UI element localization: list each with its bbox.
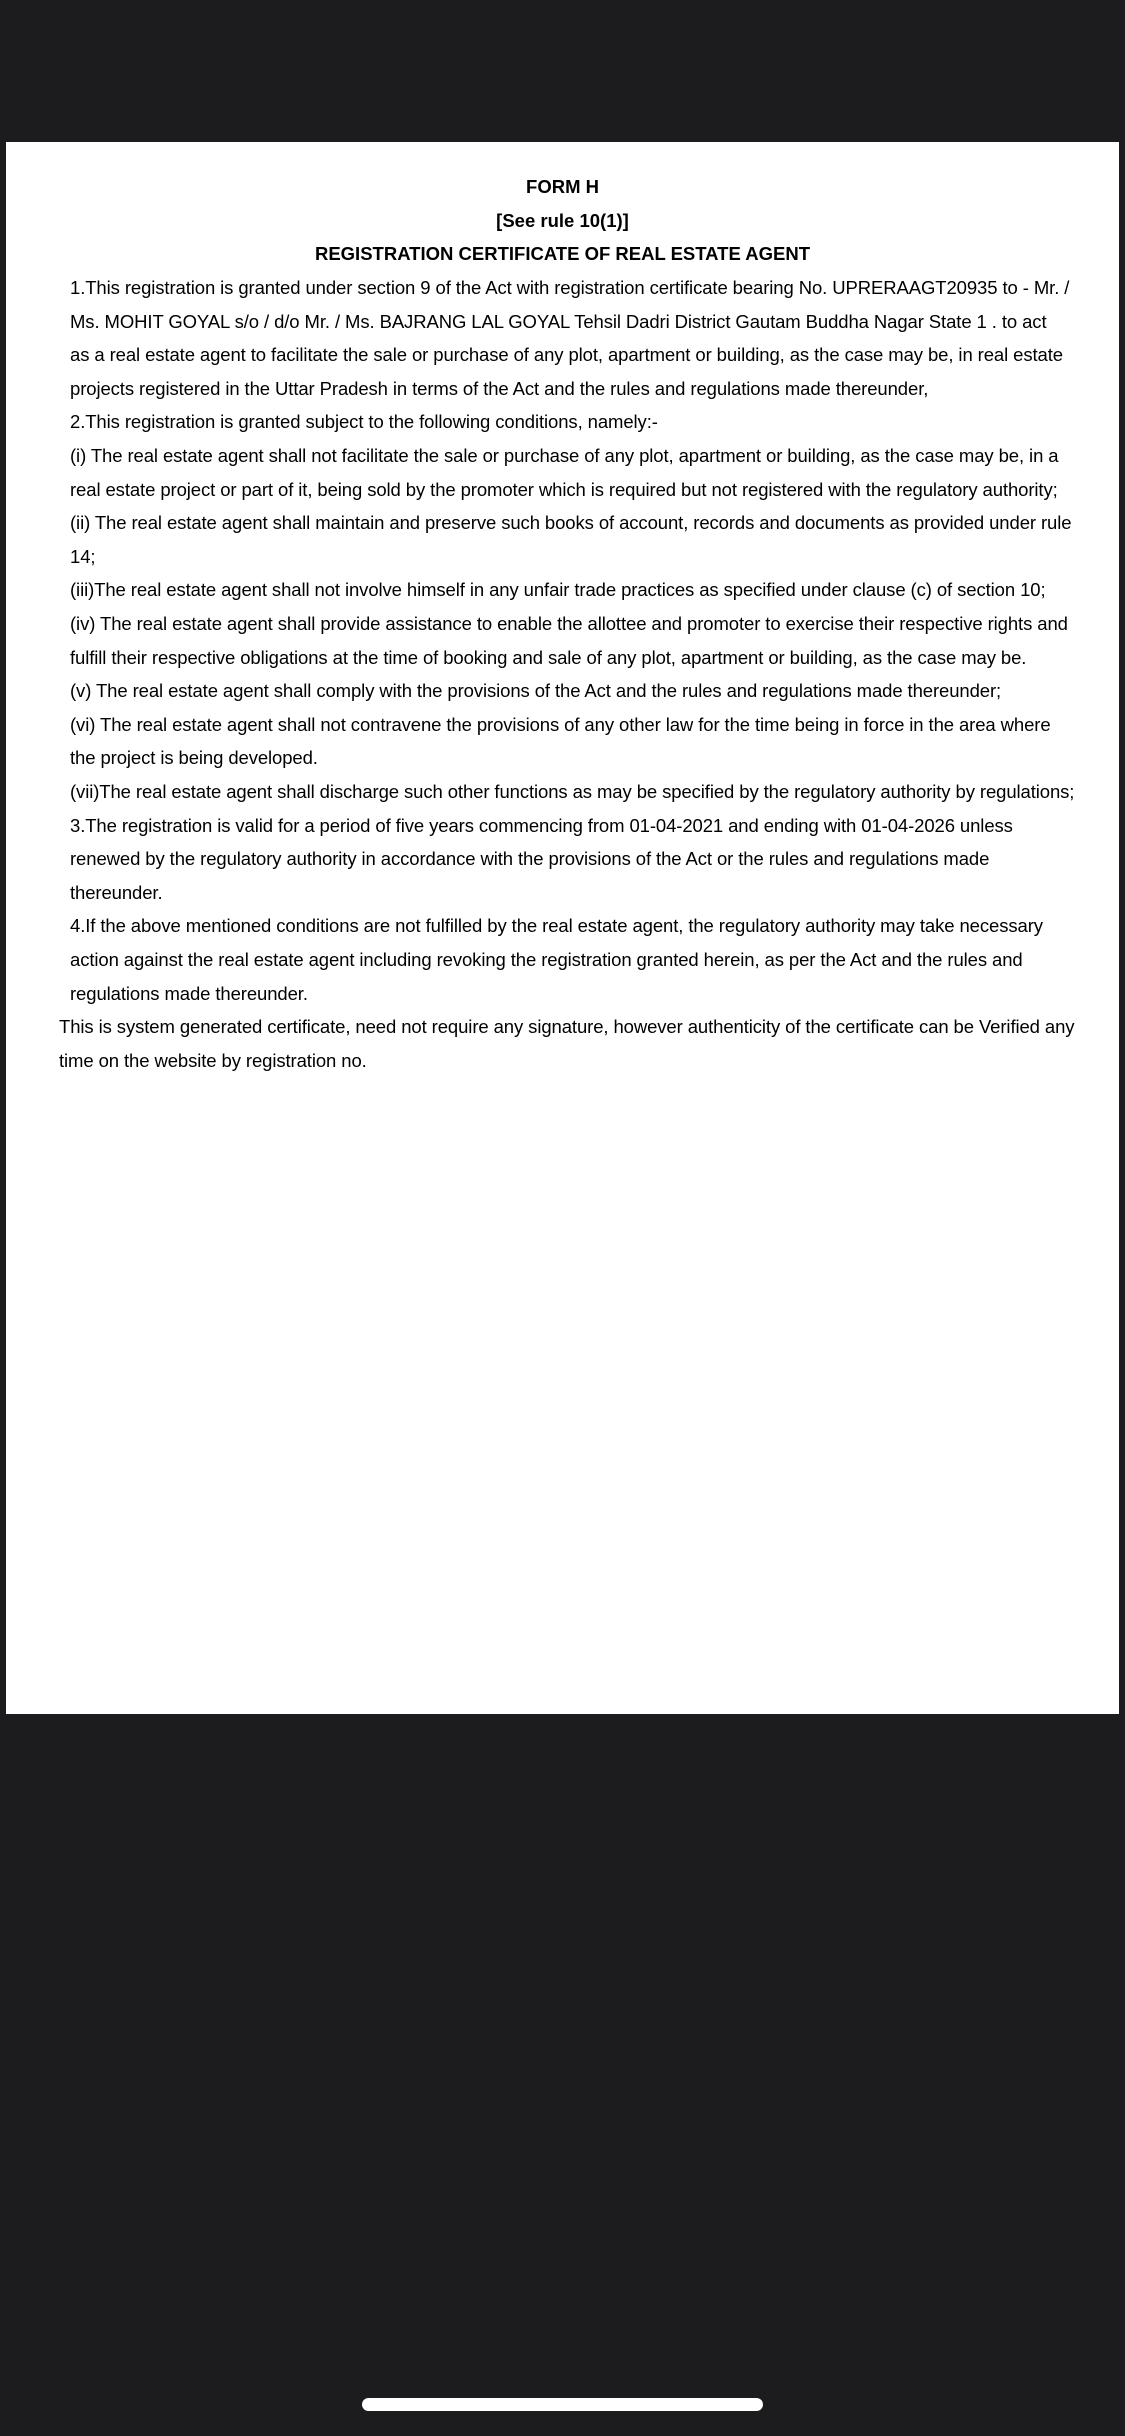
certificate-line: renewed by the regulatory authority in accordance with the provisions of the Act or the rules and regulations made [70, 848, 990, 870]
certificate-line: thereunder. [70, 881, 163, 903]
certificate-line: (i) The real estate agent shall not facilitate the sale or purchase of any plot, apartment or building, as the case may be, in a [70, 445, 1059, 466]
certificate-line: real estate project or part of it, being sold by the promoter which is required but not registered with the regulatory authority; [70, 478, 1058, 500]
certificate-line: fulfill their respective obligations at the time of booking and sale of any plot, apartment or building, as the case may be. [70, 646, 1027, 668]
certificate-line: 2.This registration is granted subject to the following conditions, namely:- [70, 411, 658, 433]
certificate-line: action against the real estate agent including revoking the registration granted herein, as per the Act and the rules and [70, 949, 1023, 970]
footer-note-line: This is system generated certificate, need not require any signature, however authenticity of the certificate can be Verified any [59, 1016, 1075, 1038]
certificate-line: (ii) The real estate agent shall maintain and preserve such books of account, records and documents as provided under rule [70, 512, 1072, 534]
certificate-line: regulations made thereunder. [70, 982, 308, 1004]
certificate-line: the project is being developed. [70, 747, 318, 769]
footer-note-line: time on the website by registration no. [59, 1049, 367, 1071]
rule-reference: [See rule 10(1)] [496, 210, 629, 231]
certificate-line: (v) The real estate agent shall comply with the provisions of the Act and the rules and regulations made thereunder; [70, 680, 1002, 702]
certificate-line: projects registered in the Uttar Pradesh in terms of the Act and the rules and regulations made thereunder, [70, 377, 929, 399]
certificate-heading: REGISTRATION CERTIFICATE OF REAL ESTATE AGENT [314, 243, 811, 264]
certificate-line: 14; [70, 545, 96, 567]
certificate-line: (iv) The real estate agent shall provide assistance to enable the allottee and promoter to exercise their respective rights and [70, 613, 1068, 634]
certificate-line: 3.The registration is valid for a period of five years commencing from 01-04-2021 and ending with 01-04-2026 unless [70, 814, 1013, 836]
certificate-line: Ms. MOHIT GOYAL s/o / d/o Mr. / Ms. BAJRANG LAL GOYAL Tehsil Dadri District Gautam Buddha Nagar State 1 . to act [70, 310, 1047, 332]
certificate-line: 4.If the above mentioned conditions are not fulfilled by the real estate agent, the regulatory authority may take necessary [70, 915, 1043, 937]
certificate-line: (vii)The real estate agent shall discharge such other functions as may be specified by the regulatory authority by regulations; [70, 781, 1075, 802]
certificate-line: 1.This registration is granted under section 9 of the Act with registration certificate bearing No. UPRERAAGT20935 to - Mr. / [70, 277, 1070, 298]
home-indicator[interactable] [362, 2398, 763, 2411]
form-title: FORM H [526, 176, 599, 197]
certificate-page [6, 142, 1119, 1714]
certificate-line: as a real estate agent to facilitate the sale or purchase of any plot, apartment or building, as the case may be, in real estate [70, 344, 1063, 366]
certificate-line: (vi) The real estate agent shall not contravene the provisions of any other law for the time being in force in the area where [70, 713, 1051, 735]
certificate-line: (iii)The real estate agent shall not involve himself in any unfair trade practices as specified under clause (c) of section 10; [70, 579, 1046, 601]
